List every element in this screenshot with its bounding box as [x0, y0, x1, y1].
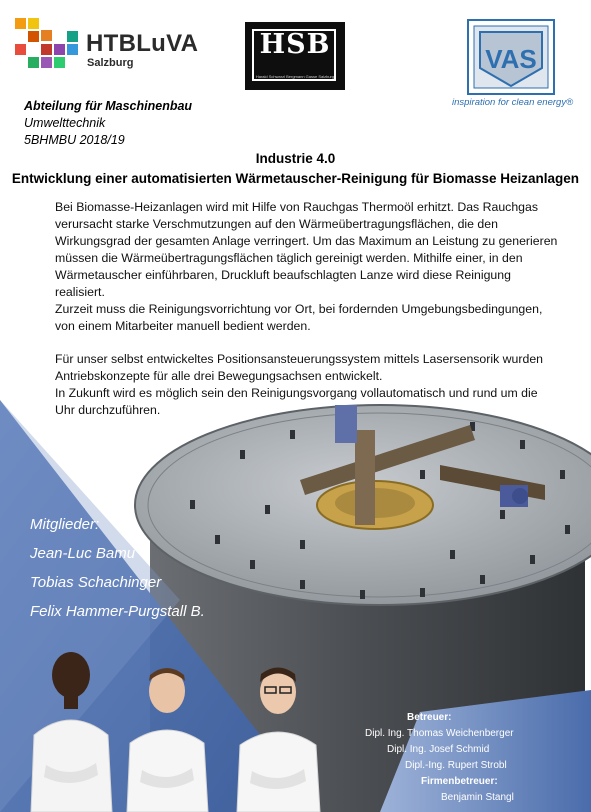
paragraph-1-line: Wirkungsgrad der gesamten Anlage verringert. Um das Maximum an Leistung zu generieren	[55, 234, 558, 248]
school-city: Salzburg	[87, 57, 134, 69]
member-name: Jean-Luc Bamu	[30, 545, 136, 562]
htbla-logo	[15, 16, 199, 76]
supervisor-name: Dipl. Ing. Thomas Weichenberger	[365, 728, 514, 739]
supervisor-name: Dipl. Ing. Josef Schmid	[387, 744, 490, 755]
supervisors-heading: Betreuer:	[407, 712, 452, 723]
class-year: 5BHMBU 2018/19	[24, 133, 125, 147]
school-name: HTBLuVA	[86, 30, 199, 57]
vas-logo	[466, 18, 556, 96]
colored-squares-icon	[15, 18, 81, 70]
paragraph-1-line: Zurzeit muss die Reinigungsvorrichtung vor Ort, bei fordernden Umgebungsbedingungen,	[55, 302, 543, 316]
vas-shield-icon	[466, 18, 556, 96]
paragraph-2-line: Für unser selbst entwickeltes Positionsansteuerungssystem mittels Lasersensorik wurden	[55, 352, 543, 366]
title-line-2: Entwicklung einer automatisierten Wärmetauscher-Reinigung für Biomasse Heizanlagen	[11, 171, 580, 186]
hsb-logo	[245, 22, 345, 90]
department-block	[24, 98, 192, 149]
members-block	[30, 510, 205, 626]
member-name: Felix Hammer-Purgstall B.	[30, 603, 205, 620]
paragraph-1	[55, 199, 570, 335]
paragraph-2-line: Antriebskonzepte für alle drei Bewegungsachsen entwickelt.	[55, 369, 383, 383]
member-name: Tobias Schachinger	[30, 574, 162, 591]
company-supervisors-heading: Firmenbetreuer:	[421, 776, 498, 787]
hsb-logo-text: HSB	[259, 29, 331, 60]
paragraph-1-line: von einem Mitarbeiter manuell bedient werden.	[55, 319, 311, 333]
vas-tagline: inspiration for clean energy®	[452, 97, 574, 108]
paragraph-1-line: müssen die Wärmeübertragungsflächen täglich gereinigt werden. Mithilfe einer, in den	[55, 251, 523, 265]
members-heading: Mitglieder:	[30, 516, 100, 533]
vas-logo-text: VAS	[485, 44, 537, 74]
specialization: Umwelttechnik	[24, 116, 106, 130]
member-portrait-1	[26, 645, 116, 812]
member-portrait-3	[232, 665, 324, 812]
lance-head	[335, 405, 357, 443]
hsb-logo-subtext: Harald Schwarzl Bergmann Gasse Salzburg	[255, 74, 335, 79]
paragraph-1-line: Bei Biomasse-Heizanlagen wird mit Hilfe von Rauchgas Thermoöl erhitzt. Das Rauchgas	[55, 200, 538, 214]
department-name: Abteilung für Maschinenbau	[24, 99, 193, 113]
paragraph-1-line: Wärmetauscher einführbaren, Druckluft beaufschlagten Lanze wird diese Reinigung	[55, 268, 511, 282]
title-line-1: Industrie 4.0	[255, 151, 336, 166]
member-portrait-2	[122, 665, 212, 812]
paragraph-2-line: In Zukunft wird es möglich sein den Reinigungsvorgang vollautomatisch und rund um die	[55, 386, 538, 400]
supervisor-name: Dipl.-Ing. Rupert Strobl	[405, 760, 507, 771]
paragraph-1-line: realisiert.	[55, 285, 105, 299]
paragraph-2-line: Uhr durchzuführen.	[55, 403, 161, 417]
company-supervisor-name: Benjamin Stangl	[441, 792, 514, 803]
paragraph-1-line: verursacht starke Verschmutzungen auf den Wärmeübertragungsflächen, die den	[55, 217, 498, 231]
